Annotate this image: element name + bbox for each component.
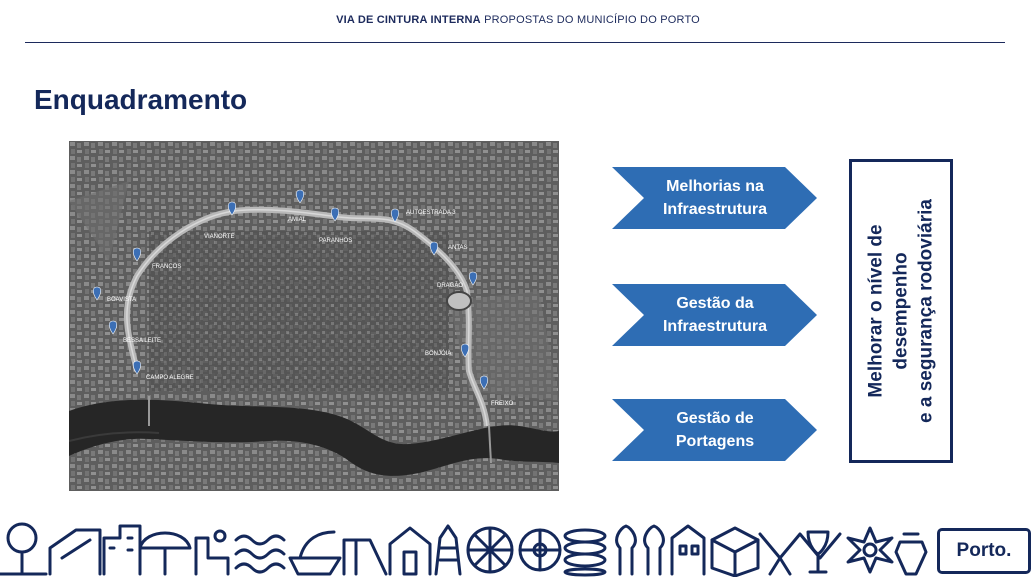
pin-label-francos: FRANCOS: [152, 264, 182, 270]
pin-label-campo-alegre: CAMPO ALEGRE: [146, 375, 194, 381]
waves-icon: [236, 536, 284, 572]
stack-icon: [565, 530, 605, 575]
chevron-infrastructure-management: [612, 284, 817, 346]
chevron-3-line2: Portagens: [675, 433, 755, 450]
chevron-3-line1: Gestão de: [676, 410, 754, 427]
pin-label-paranhos: PARANHOS: [319, 238, 353, 244]
chevron-infrastructure-improvements: [612, 167, 817, 229]
header-subtitle: PROPOSTAS DO MUNICÍPIO DO PORTO: [484, 14, 700, 26]
houses-icon: [672, 526, 704, 574]
tree-icon: [0, 524, 46, 574]
chevron-toll-management: [612, 399, 817, 461]
pin-label-dragao: DRAGÃO: [437, 283, 464, 289]
vase-icon: [896, 534, 926, 574]
goal-box: [849, 159, 953, 463]
chairs-icon: [196, 531, 228, 574]
chevron-1-line1: Melhorias na: [666, 178, 764, 195]
pin-label-bonjoia: BONJÓIA: [425, 351, 452, 357]
header-bold: VIA DE CINTURA INTERNA: [336, 14, 481, 26]
chevron-1-line2: Infraestrutura: [662, 201, 768, 218]
buildings-icon: [104, 526, 140, 574]
goal-line3: e a segurança rodoviária: [915, 199, 937, 423]
chevron-2-line2: Infraestrutura: [662, 318, 768, 335]
boat-icon: [290, 532, 340, 574]
tower-icon: [436, 526, 460, 574]
cube-icon: [712, 528, 758, 576]
pin-label-vianorte: VIANORTE: [204, 234, 235, 240]
goal-text: [864, 166, 939, 456]
umbrella-icon: [140, 533, 190, 574]
chevron-2-line1: Gestão da: [676, 295, 754, 312]
page-title: Enquadramento: [34, 84, 248, 115]
tile-pattern-icon: [468, 528, 512, 572]
pin-label-antas: ANTAS: [448, 245, 468, 251]
header-divider: [25, 42, 1005, 43]
porto-logo-text: Porto.: [956, 540, 1012, 561]
footer-icon-strip: [0, 518, 1036, 577]
flower-icon: [848, 528, 892, 572]
wheel-icon: [520, 530, 560, 570]
pin-label-autoestrada: AUTOESTRADA 3: [406, 210, 456, 216]
goal-line1: Melhorar o nível de: [865, 224, 887, 398]
bridge-icon: [344, 540, 386, 574]
cathedral-icon: [390, 528, 430, 574]
goal-line2: desempenho: [890, 252, 912, 370]
pin-label-bessa-leite: BESSA LEITE: [123, 338, 162, 344]
pin-label-amial: AMIAL: [288, 217, 307, 223]
pin-label-boavista: BOAVISTA: [107, 297, 137, 303]
tram-icon: [50, 530, 100, 574]
pin-label-freixo: FREIXO: [491, 401, 514, 407]
leaves-icon: [617, 526, 664, 574]
city-map: [69, 141, 559, 491]
porto-logo: [937, 528, 1031, 574]
slide-header: [0, 14, 1036, 26]
